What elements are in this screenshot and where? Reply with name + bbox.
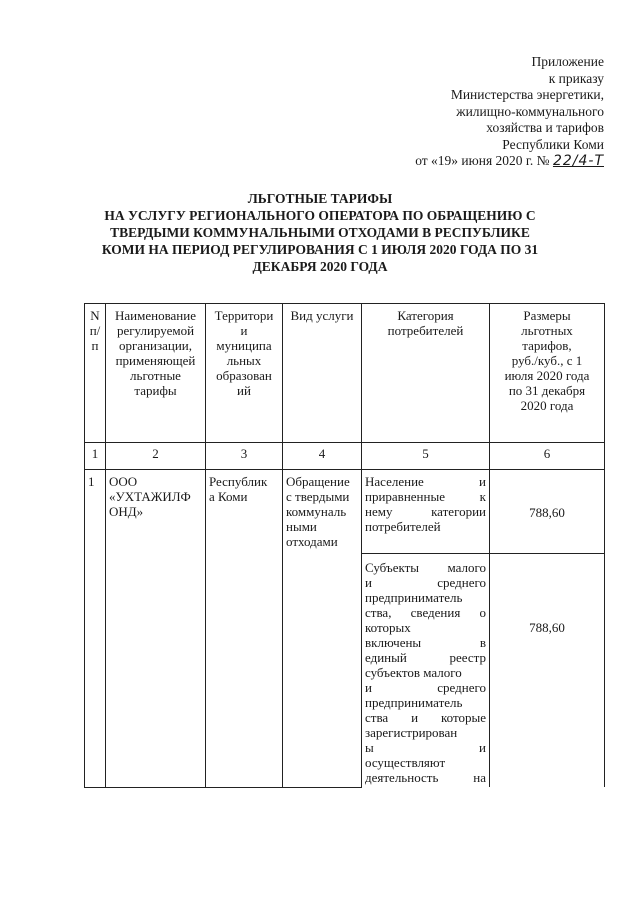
category-line: зарегистрирован xyxy=(365,725,458,740)
organization-name: ООО «УХТАЖИЛФ ОНД» xyxy=(106,470,206,788)
appendix-line: хозяйства и тарифов xyxy=(486,120,604,135)
category-line: включены в xyxy=(365,635,486,650)
appendix-header xyxy=(415,54,604,170)
title-line: ЛЬГОТНЫЕ ТАРИФЫ xyxy=(247,191,393,206)
territory-name: Республик а Коми xyxy=(206,470,283,788)
row-number: 1 xyxy=(85,470,106,788)
tariff-table xyxy=(84,303,605,788)
document-title xyxy=(80,190,560,275)
appendix-line: жилищно-коммунального xyxy=(456,103,604,119)
column-number: 3 xyxy=(206,443,283,470)
category-line: и среднего xyxy=(365,575,486,590)
appendix-line: к приказу xyxy=(548,70,604,86)
category-line: которых xyxy=(365,620,411,635)
category-line: Население и xyxy=(365,474,486,489)
order-number-handwritten: 22/4-Т xyxy=(552,153,604,169)
category-line: ы и xyxy=(365,740,486,755)
category-line: Субъекты малого xyxy=(365,560,486,575)
category-line: единый реестр xyxy=(365,650,486,665)
column-number: 2 xyxy=(106,443,206,470)
title-line: НА УСЛУГУ РЕГИОНАЛЬНОГО ОПЕРАТОРА ПО ОБРАЩЕНИЮ С xyxy=(104,208,536,223)
appendix-line: Приложение xyxy=(531,54,604,69)
category-line: потребителей xyxy=(365,519,441,534)
tariff-value: 788,60 xyxy=(490,470,605,554)
order-date-line xyxy=(415,153,604,170)
category-line: приравненные к xyxy=(365,489,486,504)
title-line: ДЕКАБРЯ 2020 ГОДА xyxy=(252,259,388,274)
table-row xyxy=(85,470,605,554)
column-number: 6 xyxy=(490,443,605,470)
title-line: КОМИ НА ПЕРИОД РЕГУЛИРОВАНИЯ С 1 ИЮЛЯ 2020 ГОДА ПО 31 xyxy=(101,242,539,257)
category-cell xyxy=(362,470,490,554)
header-cell-category: Категория потребителей xyxy=(362,304,490,443)
header-cell-organization: Наименование регулируемой организации, применяющей льготные тарифы xyxy=(106,304,206,443)
category-line: деятельность на xyxy=(365,770,486,785)
column-number: 5 xyxy=(362,443,490,470)
header-cell-number: N п/ п xyxy=(85,304,106,443)
service-name: Обращение с твердыми коммуналь ными отходами xyxy=(283,470,362,788)
column-number: 4 xyxy=(283,443,362,470)
appendix-line: Министерства энергетики, xyxy=(450,87,604,102)
title-line: ТВЕРДЫМИ КОММУНАЛЬНЫМИ ОТХОДАМИ В РЕСПУБЛИКЕ xyxy=(110,225,530,240)
category-line: предприниматель xyxy=(365,590,463,605)
table-header-row xyxy=(85,304,605,443)
category-line: осуществляют xyxy=(365,755,446,770)
column-number-row xyxy=(85,443,605,470)
category-cell xyxy=(362,554,490,788)
category-line: субъектов малого xyxy=(365,665,462,680)
category-line: ства, сведения о xyxy=(365,605,486,620)
header-cell-territory: Территори и муниципа льных образован ий xyxy=(206,304,283,443)
order-date: от «19» июня 2020 г. № xyxy=(415,153,550,168)
column-number: 1 xyxy=(85,443,106,470)
tariff-value: 788,60 xyxy=(490,554,605,788)
header-cell-service: Вид услуги xyxy=(283,304,362,443)
category-line: и среднего xyxy=(365,680,486,695)
category-line: предприниматель xyxy=(365,695,463,710)
category-line: нему категории xyxy=(365,504,486,519)
category-line: ства и которые xyxy=(365,710,486,725)
header-cell-tariff: Размеры льготных тарифов, руб./куб., с 1 июля 2020 года по 31 декабря 2020 года xyxy=(490,304,605,443)
appendix-line: Республики Коми xyxy=(502,136,604,152)
